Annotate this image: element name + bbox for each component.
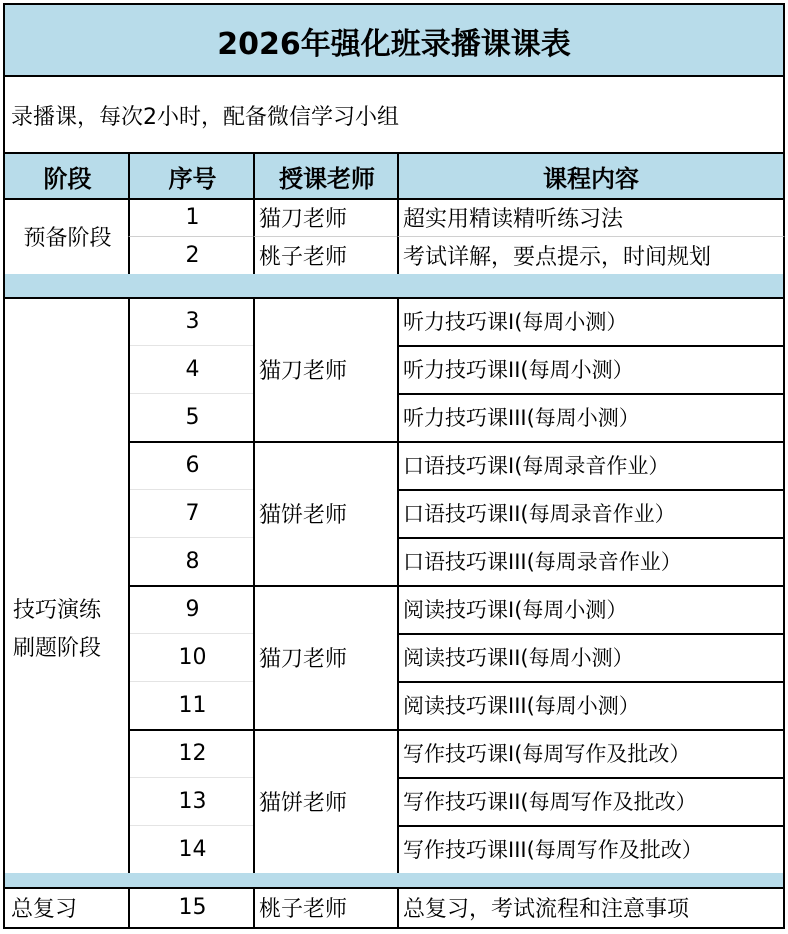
row-number: 10 xyxy=(178,644,207,670)
skills-stage-line1: 技巧演练 xyxy=(13,598,102,623)
row-content: 口语技巧课II(每周录音作业） xyxy=(403,502,676,526)
row-content: 听力技巧课I(每周小测） xyxy=(403,310,628,334)
table-row-content xyxy=(397,681,785,731)
table-row-content xyxy=(397,585,785,635)
group-teacher-cell xyxy=(253,297,399,443)
table-row-number xyxy=(128,198,255,237)
row-number: 12 xyxy=(178,740,207,766)
gridline xyxy=(130,777,253,778)
row-teacher: 猫刀老师 xyxy=(259,206,348,232)
header-stage-label: 阶段 xyxy=(43,164,92,193)
table-row-teacher xyxy=(253,887,399,929)
row-content: 口语技巧课I(每周录音作业） xyxy=(403,454,670,478)
prep-stage-label: 预备阶段 xyxy=(23,225,112,251)
separator-band xyxy=(3,274,785,299)
row-content: 超实用精读精听练习法 xyxy=(403,206,624,232)
header-stage xyxy=(3,152,130,200)
table-row-number xyxy=(128,681,255,731)
row-number: 6 xyxy=(185,452,200,478)
table-row-number xyxy=(128,825,255,875)
table-row-content xyxy=(397,777,785,827)
table-row-content xyxy=(397,825,785,875)
row-content: 写作技巧课I(每周写作及批改） xyxy=(403,742,691,766)
group-teacher: 猫刀老师 xyxy=(259,646,348,672)
row-content: 总复习，考试流程和注意事项 xyxy=(403,896,690,922)
table-row-number xyxy=(128,489,255,537)
table-row-teacher xyxy=(253,198,399,237)
skills-stage-cell xyxy=(3,297,130,875)
row-content: 听力技巧课III(每周小测） xyxy=(403,406,640,430)
gridline xyxy=(130,345,253,346)
row-number: 1 xyxy=(185,204,200,230)
table-row-teacher xyxy=(253,237,399,276)
table-row-number xyxy=(128,729,255,777)
table-row-number xyxy=(128,585,255,633)
gridline xyxy=(130,825,253,826)
table-row-content xyxy=(397,198,785,237)
group-teacher: 猫刀老师 xyxy=(259,358,348,384)
group-teacher-cell xyxy=(253,585,399,731)
row-content: 口语技巧课III(每周录音作业） xyxy=(403,550,682,574)
row-number: 13 xyxy=(178,788,207,814)
gridline xyxy=(130,489,253,490)
table-row-number xyxy=(128,345,255,393)
table-row-number xyxy=(128,237,255,276)
prep-stage-cell xyxy=(3,198,130,276)
row-content: 写作技巧课II(每周写作及批改） xyxy=(403,790,697,814)
row-number: 4 xyxy=(185,356,200,382)
table-row-number xyxy=(128,537,255,587)
table-row-content xyxy=(397,489,785,539)
row-number: 11 xyxy=(178,692,207,718)
row-number: 7 xyxy=(185,500,200,526)
table-row-content xyxy=(397,345,785,395)
table-row-content xyxy=(397,729,785,779)
row-number: 9 xyxy=(185,596,200,622)
gridline xyxy=(130,537,253,538)
header-content xyxy=(397,152,785,200)
table-row-number xyxy=(128,441,255,489)
skills-stage-line2: 刷题阶段 xyxy=(13,636,102,661)
row-content: 阅读技巧课III(每周小测） xyxy=(403,694,640,718)
header-number-label: 序号 xyxy=(168,164,217,193)
gridline xyxy=(130,393,253,394)
table-row-content xyxy=(397,887,785,929)
row-number: 3 xyxy=(185,308,200,334)
gridline xyxy=(130,633,253,634)
table-row-content xyxy=(397,441,785,491)
table-row-number xyxy=(128,297,255,345)
row-number: 14 xyxy=(178,836,207,862)
header-number xyxy=(128,152,255,200)
gridline xyxy=(130,681,253,682)
row-number: 8 xyxy=(185,548,200,574)
group-teacher: 猫饼老师 xyxy=(259,502,348,528)
row-content: 听力技巧课II(每周小测） xyxy=(403,358,634,382)
table-row-number xyxy=(128,887,255,929)
header-teacher xyxy=(253,152,399,200)
row-number: 2 xyxy=(185,243,200,268)
page-title xyxy=(3,3,785,76)
header-content-label: 课程内容 xyxy=(543,164,639,193)
table-row-content xyxy=(397,537,785,587)
row-content: 写作技巧课III(每周写作及批改） xyxy=(403,838,703,862)
row-content: 考试详解，要点提示，时间规划 xyxy=(403,245,712,270)
table-row-content xyxy=(397,237,785,276)
table-row-content xyxy=(397,393,785,443)
table-row-number xyxy=(128,393,255,443)
title-text: 2026年强化班录播课课表 xyxy=(217,26,571,62)
table-row-number xyxy=(128,633,255,681)
group-teacher-cell xyxy=(253,729,399,875)
row-number: 15 xyxy=(178,894,207,920)
row-teacher: 桃子老师 xyxy=(259,245,348,270)
row-content: 阅读技巧课I(每周小测） xyxy=(403,598,628,622)
header-teacher-label: 授课老师 xyxy=(279,164,375,193)
review-stage-cell xyxy=(3,887,130,929)
group-teacher-cell xyxy=(253,441,399,587)
table-row-content xyxy=(397,633,785,683)
row-content: 阅读技巧课II(每周小测） xyxy=(403,646,634,670)
group-teacher: 猫饼老师 xyxy=(259,790,348,816)
review-stage-label: 总复习 xyxy=(11,896,78,922)
row-teacher: 桃子老师 xyxy=(259,896,348,922)
table-row-number xyxy=(128,777,255,825)
table-row-content xyxy=(397,297,785,347)
subtitle xyxy=(3,75,785,153)
row-number: 5 xyxy=(185,404,200,430)
subtitle-text: 录播课，每次2小时，配备微信学习小组 xyxy=(11,104,399,130)
